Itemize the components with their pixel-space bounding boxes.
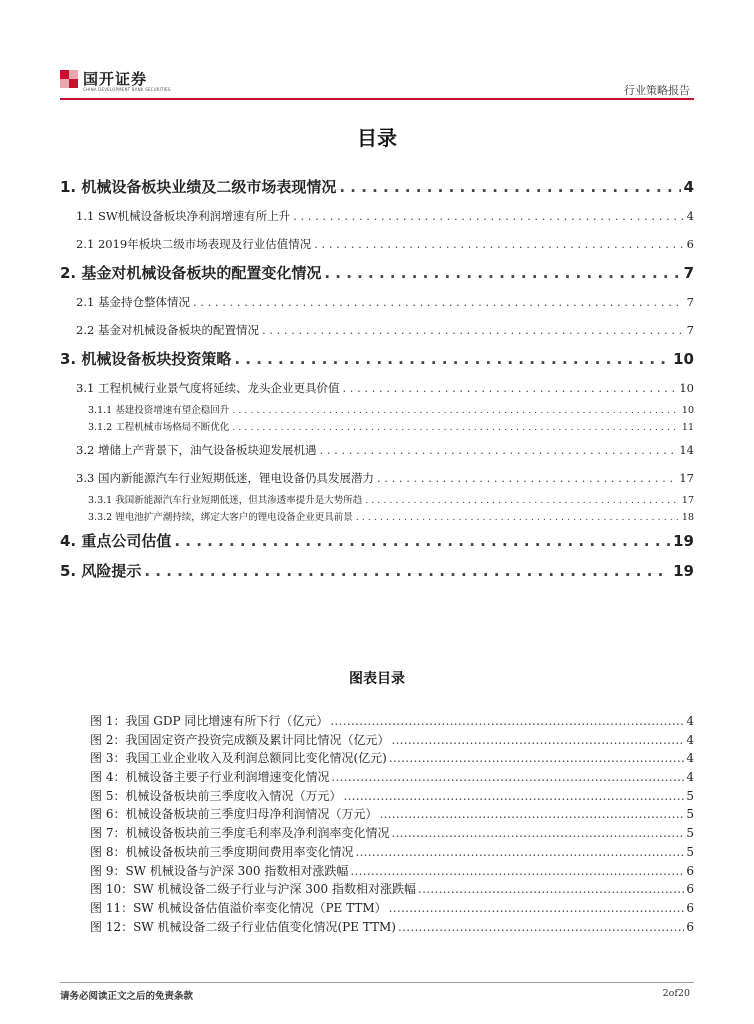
page-number: 2of20 (662, 988, 690, 999)
toc-entry[interactable] (60, 436, 694, 464)
figure-entry-page: 4 (686, 770, 694, 785)
footer-divider (60, 982, 694, 983)
toc-entry-title: 2.1 2019年板块二级市场表现及行业估值情况 (76, 237, 312, 251)
toc-entry-page: 19 (673, 562, 694, 580)
toc-entry-title: 3.3 国内新能源汽车行业短期低迷，锂电设备仍具发展潜力 (76, 471, 374, 485)
toc-entry-page: 10 (673, 350, 694, 368)
dot-leader (331, 768, 684, 787)
figure-entry[interactable] (90, 768, 694, 787)
figure-entry-page: 6 (686, 919, 694, 934)
disclaimer-text: 请务必阅读正文之后的免责条款 (60, 991, 194, 1002)
toc-entry[interactable] (60, 509, 694, 526)
toc-entry-title: 1. 机械设备板块业绩及二级市场表现情况 (60, 178, 337, 196)
table-of-contents (60, 172, 694, 586)
figure-entry[interactable] (90, 731, 694, 750)
toc-entry[interactable] (60, 374, 694, 402)
toc-entry-title: 3. 机械设备板块投资策略 (60, 350, 232, 368)
figure-entry-page: 6 (686, 863, 694, 878)
toc-entry[interactable] (60, 419, 694, 436)
dot-leader (365, 492, 679, 509)
figure-entry-title: 图 12：SW 机械设备二级子行业估值变化情况(PE TTM) (90, 919, 396, 934)
figure-entry-page: 6 (686, 900, 694, 915)
figure-entry-page: 5 (686, 788, 694, 803)
header-divider (60, 98, 694, 100)
figure-entry-title: 图 8：机械设备板块前三季度期间费用率变化情况 (90, 844, 354, 859)
figure-entry-page: 6 (686, 882, 694, 897)
dot-leader (389, 749, 685, 768)
figure-entry[interactable] (90, 899, 694, 918)
logo-name: 国开证券 (83, 70, 148, 88)
figure-entry[interactable] (90, 918, 694, 937)
dot-leader (343, 787, 684, 806)
figure-entry-title: 图 10：SW 机械设备二级子行业与沪深 300 指数相对涨跌幅 (90, 882, 416, 897)
figure-list (90, 712, 694, 936)
toc-entry[interactable] (60, 556, 694, 586)
dot-leader (418, 880, 684, 899)
toc-title: 目录 (357, 126, 397, 150)
toc-entry[interactable] (60, 258, 694, 288)
dot-leader (355, 843, 684, 862)
toc-entry-title: 3.3.2 锂电池扩产潮持续，绑定大客户的锂电设备企业更具前景 (88, 512, 353, 523)
toc-entry-title: 3.1.1 基建投资增速有望企稳回升 (88, 405, 230, 416)
figure-entry[interactable] (90, 787, 694, 806)
dot-leader (398, 918, 684, 937)
toc-entry-page: 18 (681, 512, 694, 523)
toc-entry-page: 17 (681, 495, 694, 506)
toc-entry-page: 14 (679, 443, 694, 457)
dot-leader (391, 731, 684, 750)
dot-leader (234, 344, 670, 374)
figure-entry-title: 图 2：我国固定资产投资完成额及累计同比情况（亿元） (90, 732, 390, 747)
dot-leader (314, 230, 683, 258)
report-type-label: 行业策略报告 (624, 84, 690, 97)
toc-entry-page: 7 (686, 295, 694, 309)
dot-leader (232, 419, 679, 436)
toc-entry-title: 2.2 基金对机械设备板块的配置情况 (76, 323, 259, 337)
toc-entry[interactable] (60, 288, 694, 316)
toc-entry-page: 6 (686, 237, 694, 251)
toc-entry[interactable] (60, 402, 694, 419)
figure-entry-title: 图 11：SW 机械设备估值溢价率变化情况（PE TTM） (90, 900, 387, 915)
toc-entry-title: 3.3.1 我国新能源汽车行业短期低迷，但其渗透率提升是大势所趋 (88, 495, 363, 506)
toc-entry-page: 4 (686, 209, 694, 223)
figure-entry-page: 4 (686, 714, 694, 728)
dot-leader (232, 402, 679, 419)
figure-entry-title: 图 1：我国 GDP 同比增速有所下行（亿元） (90, 714, 329, 728)
dot-leader (193, 288, 684, 316)
dot-leader (144, 556, 670, 586)
toc-entry[interactable] (60, 344, 694, 374)
figure-entry[interactable] (90, 749, 694, 768)
toc-entry-title: 3.2 增储上产背景下，油气设备板块迎发展机遇 (76, 443, 317, 457)
toc-entry[interactable] (60, 230, 694, 258)
company-logo (60, 68, 190, 94)
dot-leader (389, 899, 685, 918)
figure-entry-title: 图 5：机械设备板块前三季度收入情况（万元） (90, 788, 342, 803)
toc-entry[interactable] (60, 172, 694, 202)
figure-list-title: 图表目录 (349, 671, 405, 687)
logo-english-name: CHINA DEVELOPMENT BANK SECURITIES (83, 87, 171, 92)
figure-entry-title: 图 6：机械设备板块前三季度归母净利润情况（万元） (90, 807, 378, 822)
toc-entry[interactable] (60, 526, 694, 556)
figure-entry-page: 4 (686, 732, 694, 747)
dot-leader (324, 258, 680, 288)
toc-entry-page: 7 (683, 264, 694, 282)
dot-leader (350, 862, 684, 881)
figure-entry[interactable] (90, 805, 694, 824)
toc-entry-page: 4 (683, 178, 694, 196)
dot-leader (319, 436, 676, 464)
toc-entry-title: 1.1 SW机械设备板块净利润增速有所上升 (76, 209, 291, 223)
toc-entry-page: 10 (681, 405, 694, 416)
toc-entry-title: 5. 风险提示 (60, 562, 142, 580)
dot-leader (262, 316, 684, 344)
figure-entry-page: 4 (686, 751, 694, 766)
figure-entry[interactable] (90, 824, 694, 843)
dot-leader (391, 824, 684, 843)
dot-leader (377, 464, 676, 492)
toc-entry-page: 19 (673, 532, 694, 550)
dot-leader (174, 526, 670, 556)
toc-entry[interactable] (60, 464, 694, 492)
toc-entry[interactable] (60, 316, 694, 344)
toc-entry-page: 10 (679, 381, 694, 395)
figure-entry-page: 5 (686, 807, 694, 822)
figure-entry-title: 图 9：SW 机械设备与沪深 300 指数相对涨跌幅 (90, 863, 349, 878)
toc-entry-title: 2. 基金对机械设备板块的配置变化情况 (60, 264, 322, 282)
dot-leader (356, 509, 679, 526)
figure-entry[interactable] (90, 712, 694, 731)
dot-leader (339, 172, 680, 202)
toc-entry-page: 11 (681, 422, 694, 433)
toc-entry-title: 2.1 基金持仓整体情况 (76, 295, 190, 309)
dot-leader (342, 374, 676, 402)
toc-entry-page: 7 (686, 323, 694, 337)
dot-leader (293, 202, 684, 230)
figure-entry-page: 5 (686, 826, 694, 841)
dot-leader (379, 805, 684, 824)
figure-entry[interactable] (90, 843, 694, 862)
figure-entry[interactable] (90, 880, 694, 899)
toc-entry-title: 3.1.2 工程机械市场格局不断优化 (88, 422, 230, 433)
toc-entry[interactable] (60, 492, 694, 509)
toc-entry[interactable] (60, 202, 694, 230)
figure-entry-title: 图 4：机械设备主要子行业利润增速变化情况 (90, 770, 330, 785)
figure-entry[interactable] (90, 862, 694, 881)
toc-entry-title: 3.1 工程机械行业景气度将延续、龙头企业更具价值 (76, 381, 340, 395)
toc-entry-title: 4. 重点公司估值 (60, 532, 172, 550)
dot-leader (330, 712, 684, 731)
toc-entry-page: 17 (679, 471, 694, 485)
figure-entry-title: 图 3：我国工业企业收入及利润总额同比变化情况(亿元) (90, 751, 387, 766)
logo-mark-icon (60, 70, 78, 88)
figure-entry-page: 5 (686, 844, 694, 859)
figure-entry-title: 图 7：机械设备板块前三季度毛利率及净利润率变化情况 (90, 826, 390, 841)
